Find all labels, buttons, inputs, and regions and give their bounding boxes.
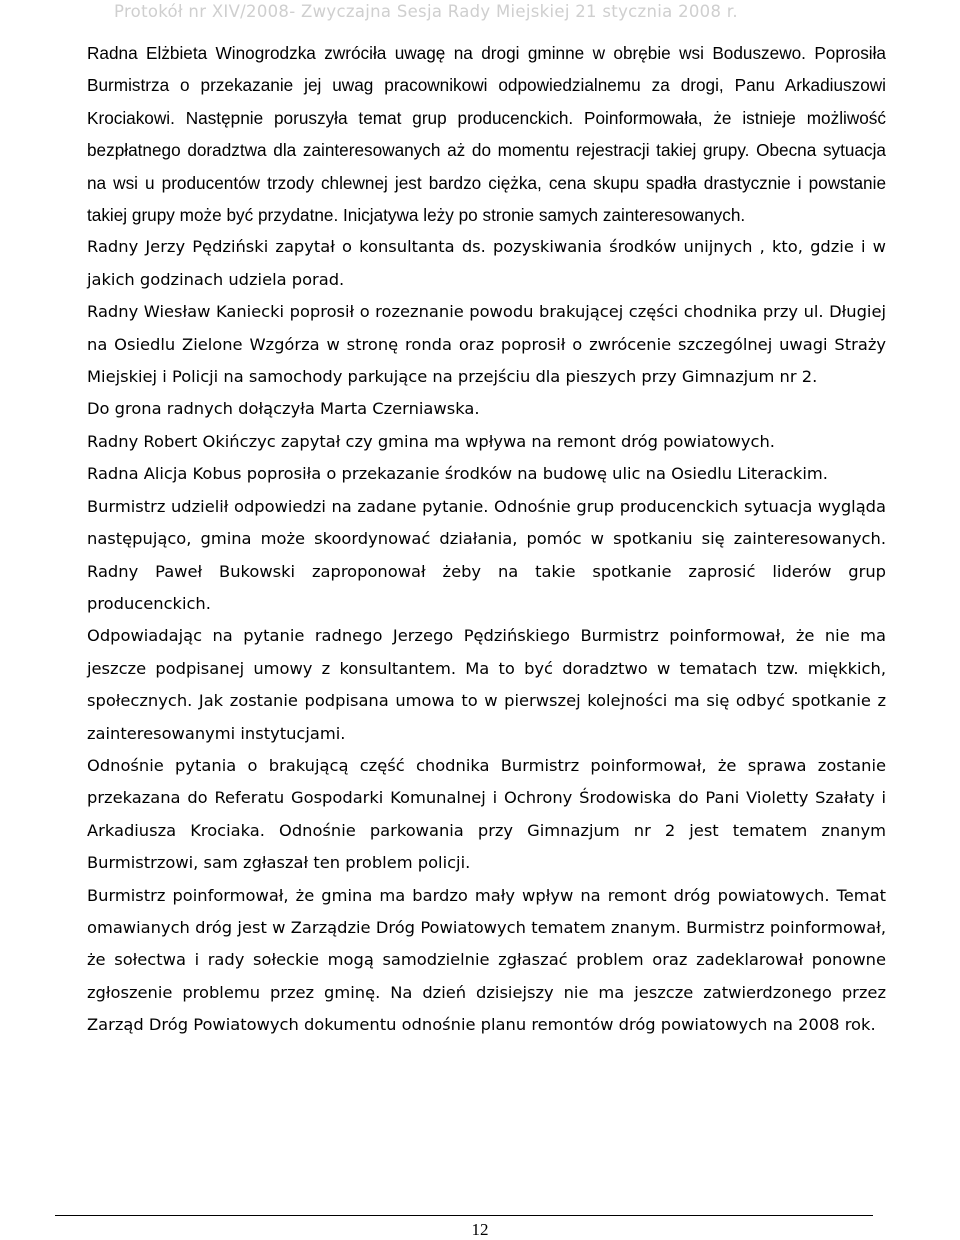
paragraph-burmistrz-roads: Burmistrz poinformował, że gmina ma bardzo mały wpływ na remont dróg powiatowych. Temat omawianych dróg jest w Zarządzie Dróg Powiatowych tematem znanym. Burmistrz poinformował, że sołectwa i rady sołeckie mogą samodzielnie zgłaszać problem oraz zadeklarował ponowne zgłoszenie problemu przez gminę. Na dzień dzisiejszy nie ma jeszcze zatwierdzonego przez Zarząd Dróg Powiatowych dokumentu odnośnie planu remontów dróg powiatowych na 2008 rok. [87, 885, 886, 1035]
footer-divider [55, 1215, 873, 1216]
paragraph-kaniecki: Radny Wiesław Kaniecki poprosił o rozeznanie powodu brakującej części chodnika przy ul. Długiej na Osiedlu Zielone Wzgórza w stronę ronda oraz poprosił o zwrócenie szczególnej uwagi Straży Miejskiej i Policji na samochody parkujące na przejściu dla pieszych przy Gimnazjum nr 2. [87, 302, 886, 387]
document-body [87, 37, 886, 1042]
paragraph-burmistrz-sidewalk: Odnośnie pytania o brakującą część chodnika Burmistrz poinformował, że sprawa zostanie przekazana do Referatu Gospodarki Komunalnej i Ochrony Środowiska do Pani Violetty Szałaty i Arkadiusza Krociaka. Odnośnie parkowania przy Gimnazjum nr 2 jest tematem znanym Burmistrzowi, sam zgłaszał ten problem policji. [87, 755, 886, 873]
page-number: 12 [471, 1220, 489, 1239]
paragraph-burmistrz-groups: Burmistrz udzielił odpowiedzi na zadane pytanie. Odnośnie grup producenckich sytuacja wygląda następująco, gmina może skoordynować działania, pomóc w spotkaniu się zainteresowanych. Radny Paweł Bukowski zaproponował żeby na takie spotkanie zaprosić liderów grup producenckich. [87, 496, 886, 613]
paragraph-kobus: Radna Alicja Kobus poprosiła o przekazanie środków na budowę ulic na Osiedlu Literackim. [87, 464, 828, 484]
paragraph-burmistrz-consultant: Odpowiadając na pytanie radnego Jerzego Pędzińskiego Burmistrz poinformował, że nie ma jeszcze podpisanej umowy z konsultantem. Ma to być doradztwo w tematach tzw. miękkich, społecznych. Jak zostanie podpisana umowa to w pierwszej kolejności ma się odbyć spotkanie z zainteresowanymi instytucjami. [87, 626, 886, 743]
paragraph-pedzinski-question: Radny Jerzy Pędziński zapytał o konsultanta ds. pozyskiwania środków unijnych , kto, gdzie i w jakich godzinach udziela porad. [87, 237, 886, 289]
document-header-title: Protokół nr XIV/2008- Zwyczajna Sesja Rady Miejskiej 21 stycznia 2008 r. [114, 2, 738, 21]
page-header [0, 0, 960, 32]
paragraph-czerniawska: Do grona radnych dołączyła Marta Czerniawska. [87, 399, 480, 419]
paragraph-okinczyc: Radny Robert Okińczyc zapytał czy gmina ma wpływa na remont dróg powiatowych. [87, 431, 775, 451]
paragraph-winogrodzka: Radna Elżbieta Winogrodzka zwróciła uwagę na drogi gminne w obrębie wsi Boduszewo. Poprosiła Burmistrza o przekazanie jej uwag pracownikowi odpowiedzialnemu za drogi, Panu Arkadiuszowi Krociakowi. Następnie poruszyła temat grup producenckich. Poinformowała, że istnieje możliwość bezpłatnego doradztwa dla zainteresowanych aż do momentu rejestracji takiej grupy. Obecna sytuacja na wsi u producentów trzody chlewnej jest bardzo ciężka, cena skupu spadła drastycznie i powstanie takiej grupy może być przydatne. Inicjatywa leży po stronie samych zainteresowanych. [87, 43, 886, 226]
